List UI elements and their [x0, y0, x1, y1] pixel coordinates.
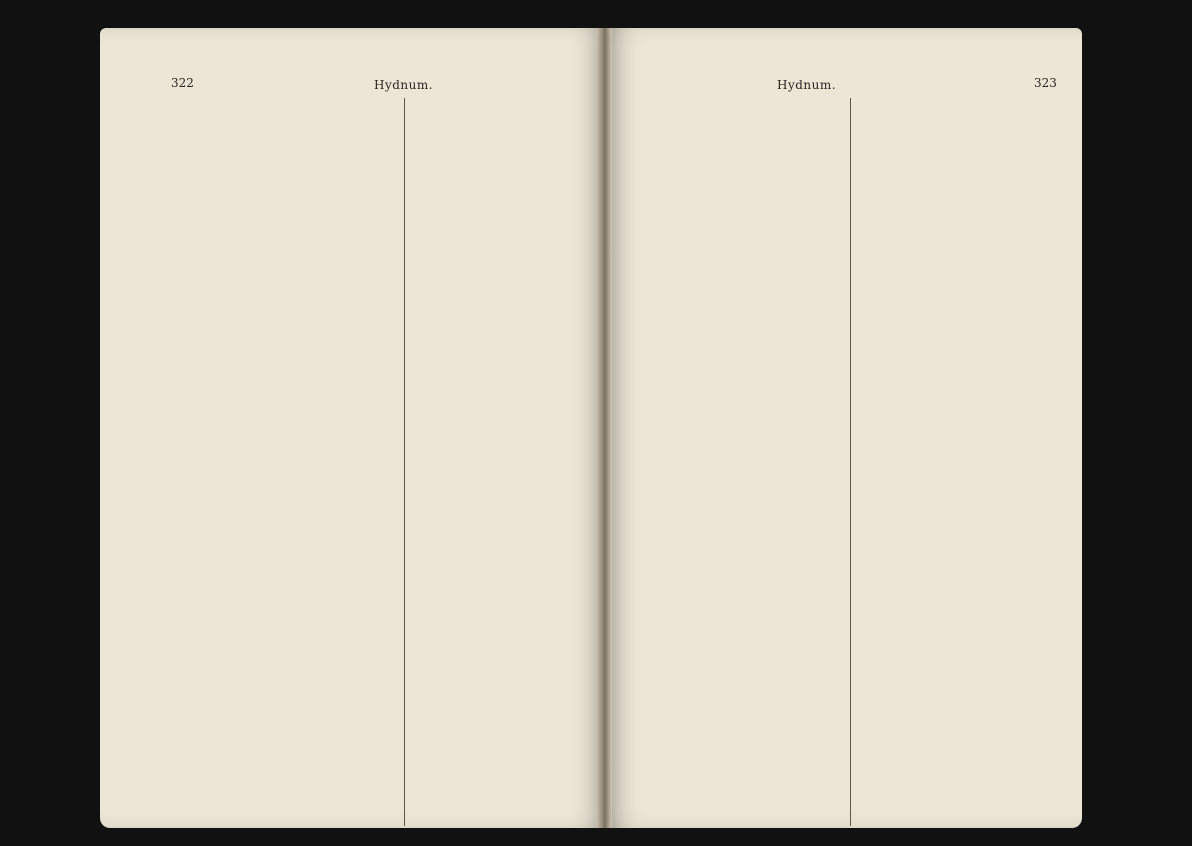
left-page-number: 322 [171, 76, 194, 90]
right-running-head: Hydnum. [777, 78, 837, 92]
right-page-number: 323 [1034, 76, 1057, 90]
right-column-1 [648, 96, 844, 824]
left-column-1 [176, 96, 400, 824]
right-column-2 [858, 96, 1056, 824]
column-rule-left [404, 98, 405, 826]
column-rule-right [850, 98, 851, 826]
left-column-2 [410, 96, 602, 824]
left-running-head: Hydnum. [374, 78, 434, 92]
